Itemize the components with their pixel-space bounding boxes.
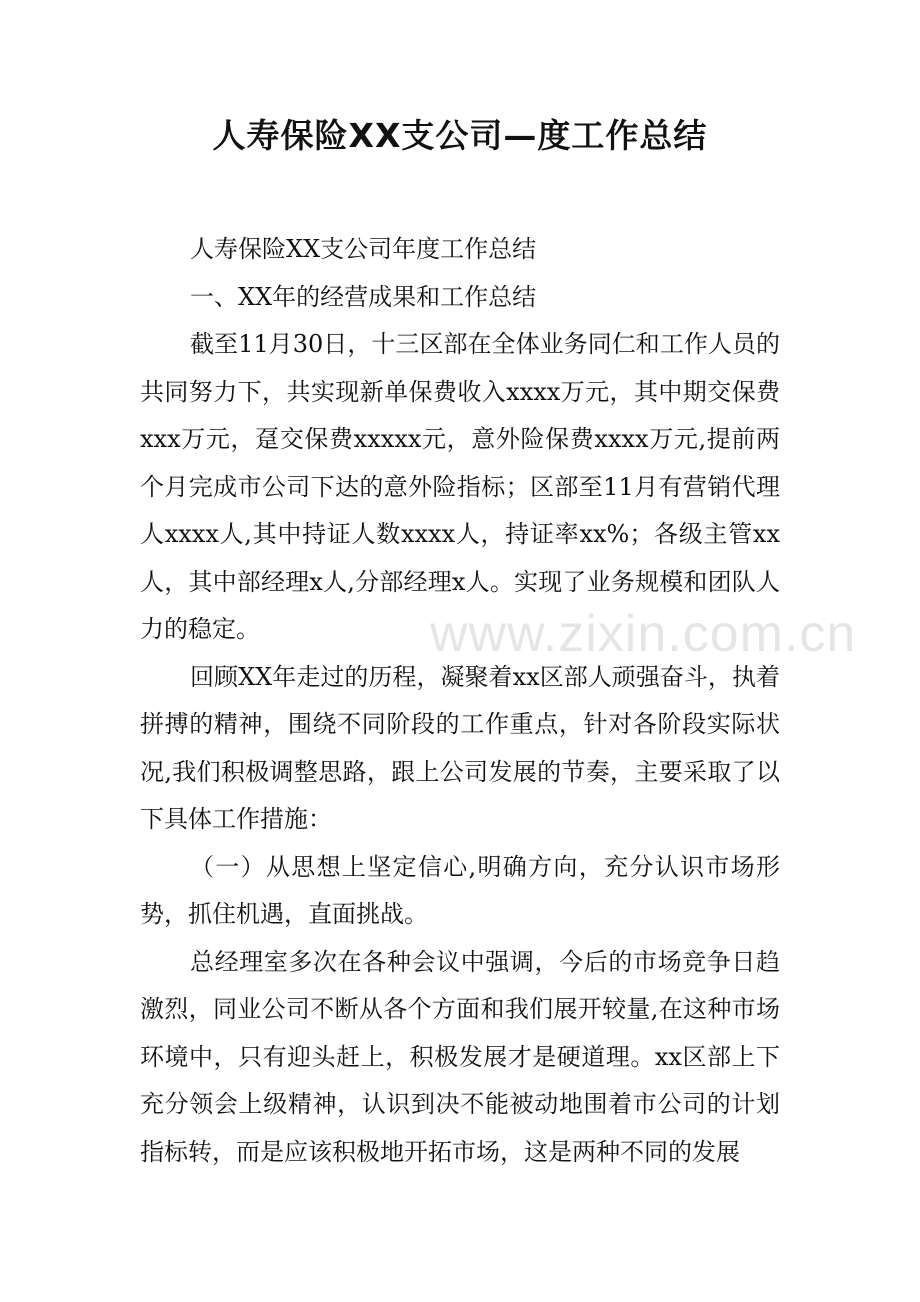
paragraph-review: 回顾XX年走过的历程，凝聚着xx区部人顽强奋斗，执着拼搏的精神，围绕不同阶段的工作重点，针对各阶段实际状况,我们积极调整思路，跟上公司发展的节奏，主要采取了以下具体工作措施： (140, 662, 780, 833)
document-title: 人寿保险XX支公司—度工作总结 (212, 116, 708, 155)
document-body (140, 226, 780, 1176)
paragraph-measure-one: （一）从思想上坚定信心,明确方向，充分认识市场形势，抓住机遇，直面挑战。 (140, 852, 780, 928)
watermark: www.zixin.com.cn (430, 605, 857, 663)
paragraph-subtitle: 人寿保险XX支公司年度工作总结 (190, 235, 537, 263)
paragraph-section-heading: 一、XX年的经营成果和工作总结 (190, 282, 537, 311)
paragraph-results: 截至11月30日，十三区部在全体业务同仁和工作人员的共同努力下，共实现新单保费收入xxxx万元，其中期交保费xxx万元，趸交保费xxxxx元，意外险保费xxxx万元,提前两个月完成市公司下达的意外险指标；区部至11月有营销代理人xxxx人,其中持证人数xxxx人，持证率xx%；各级主管xx人，其中部经理x人,分部经理x人。实现了业务规模和团队人力的稳定。 (140, 330, 780, 643)
paragraph-manager-remarks: 总经理室多次在各种会议中强调，今后的市场竞争日趋激烈，同业公司不断从各个方面和我们展开较量,在这种市场环境中，只有迎头赶上，积极发展才是硬道理。xx区部上下充分领会上级精神，认识到决不能被动地围着市公司的计划指标转，而是应该积极地开拓市场，这是两种不同的发展 (140, 947, 780, 1166)
